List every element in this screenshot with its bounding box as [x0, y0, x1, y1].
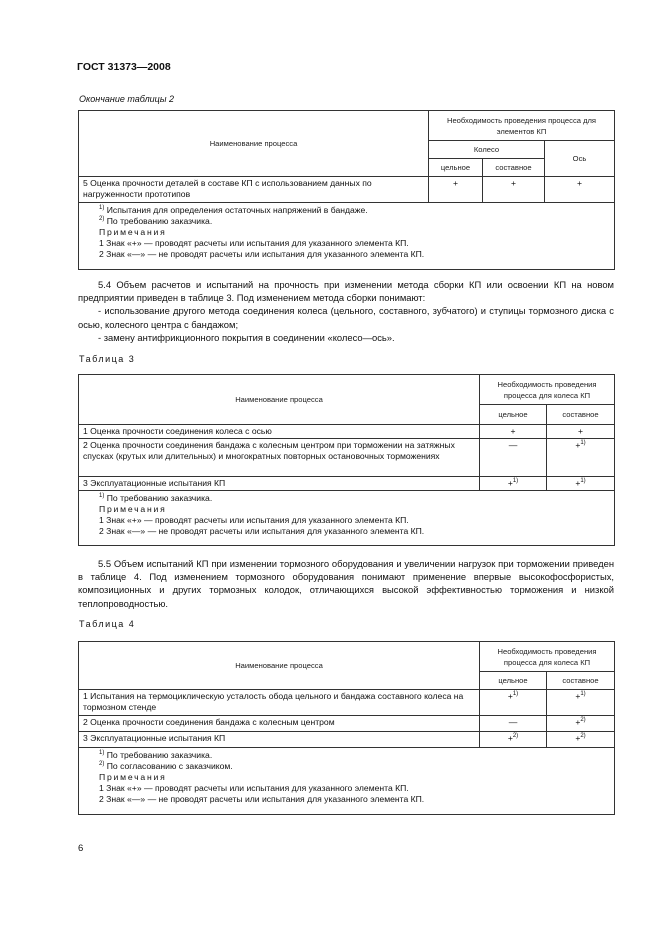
note-1: 1 Знак «+» — проводят расчеты или испытания для указанного элемента КП. [99, 515, 409, 525]
row-name: 3 Эксплуатационные испытания КП [79, 477, 480, 491]
row-name: 2 Оценка прочности соединения бандажа с колесным центром [79, 716, 480, 732]
row-name: 1 Испытания на термоциклическую усталость обода цельного и бандажа составного колеса на тормозном стенде [79, 690, 480, 716]
table2-caption: Окончание таблицы 2 [79, 94, 174, 104]
table-4 [78, 641, 615, 815]
row-name: 2 Оценка прочности соединения бандажа с колесным центром при торможении на затяжных спусках (крутых или длительных) и многократных повторных остановочных торможениях [79, 439, 480, 477]
header-composite: составное [547, 672, 615, 690]
row-solid: — [480, 716, 547, 732]
header-need: Необходимость проведения процесса для элементов КП [429, 111, 615, 141]
table-2 [78, 110, 615, 270]
header-process-name: Наименование процесса [79, 111, 429, 177]
table-notes [79, 748, 615, 815]
note-2: 2 Знак «—» — не проводят расчеты или испытания для указанного элемента КП. [99, 526, 425, 536]
table-row [79, 716, 615, 732]
document-code: ГОСТ 31373—2008 [77, 61, 171, 73]
footnote-2: $^{2)}$ По согласованию с заказчиком. [99, 761, 233, 771]
row-solid: +$^{1)}$ [480, 477, 547, 491]
paragraph-text: - замену антифрикционного покрытия в соединении «колесо—ось». [98, 331, 395, 343]
note-2: 2 Знак «—» — не проводят расчеты или испытания для указанного элемента КП. [99, 249, 425, 259]
header-wheel: Колесо [429, 141, 545, 159]
row-solid: +$^{2)}$ [480, 732, 547, 748]
table-row [79, 477, 615, 491]
header-process-name: Наименование процесса [79, 642, 480, 690]
notes-title: Примечания [99, 504, 167, 514]
header-composite: составное [483, 159, 545, 177]
footnote-2: $^{2)}$ По требованию заказчика. [99, 216, 213, 226]
table3-caption: Таблица 3 [79, 354, 136, 364]
note-1: 1 Знак «+» — проводят расчеты или испытания для указанного элемента КП. [99, 238, 409, 248]
table-notes [79, 203, 615, 270]
row-composite: +$^{1)}$ [547, 439, 615, 477]
row-composite: +$^{1)}$ [547, 690, 615, 716]
row-solid: — [480, 439, 547, 477]
table-row [79, 439, 615, 477]
notes-title: Примечания [99, 772, 167, 782]
row-name: 5 Оценка прочности деталей в составе КП с использованием данных по нагруженности прототипов [79, 177, 429, 203]
paragraph-5-4 [78, 278, 614, 344]
header-solid: цельное [480, 672, 547, 690]
paragraph-text: 5.4 Объем расчетов и испытаний на прочность при изменении метода сборки КП или освоении КП на новом предприятии приведен в таблице 3. Под изменением метода сборки понимают: [78, 279, 614, 304]
paragraph-text: - использование другого метода соединения колеса (цельного, составного, зубчатого) и ступицы тормозного диска с осью, колесного центра с бандажом; [78, 305, 614, 330]
row-composite: +$^{2)}$ [547, 716, 615, 732]
table-row [79, 690, 615, 716]
paragraph-5-5 [78, 557, 614, 610]
row-axle: + [545, 177, 615, 203]
row-solid: + [480, 425, 547, 439]
row-composite: + [547, 425, 615, 439]
row-composite: + [483, 177, 545, 203]
header-composite: составное [547, 405, 615, 425]
footnote-1: $^{1)}$ По требованию заказчика. [99, 493, 213, 503]
header-axle: Ось [545, 141, 615, 177]
row-solid: +$^{1)}$ [480, 690, 547, 716]
table-row [79, 177, 615, 203]
page-number: 6 [78, 843, 84, 854]
table-row [79, 425, 615, 439]
row-composite: +$^{2)}$ [547, 732, 615, 748]
note-2: 2 Знак «—» — не проводят расчеты или испытания для указанного элемента КП. [99, 794, 425, 804]
table-3 [78, 374, 615, 546]
footnote-1: $^{1)}$ Испытания для определения остаточных напряжений в бандаже. [99, 205, 368, 215]
header-need: Необходимость проведения процесса для колеса КП [480, 642, 615, 672]
row-composite: +$^{1)}$ [547, 477, 615, 491]
table-row [79, 732, 615, 748]
table-notes [79, 491, 615, 546]
row-name: 1 Оценка прочности соединения колеса с осью [79, 425, 480, 439]
header-solid: цельное [480, 405, 547, 425]
header-need: Необходимость проведения процесса для колеса КП [480, 375, 615, 405]
note-1: 1 Знак «+» — проводят расчеты или испытания для указанного элемента КП. [99, 783, 409, 793]
footnote-1: $^{1)}$ По требованию заказчика. [99, 750, 213, 760]
paragraph-text: 5.5 Объем испытаний КП при изменении тормозного оборудования и увеличении нагрузок при торможении приведен в таблице 4. Под изменением тормозного оборудования понимают применение впервые высокофосфористых, композиционных и других тормозных колодок, отличающихся высокой эффективностью торможения и низкой теплопроводностью. [78, 558, 614, 609]
notes-title: Примечания [99, 227, 167, 237]
header-process-name: Наименование процесса [79, 375, 480, 425]
row-solid: + [429, 177, 483, 203]
table4-caption: Таблица 4 [79, 619, 136, 629]
header-solid: цельное [429, 159, 483, 177]
row-name: 3 Эксплуатационные испытания КП [79, 732, 480, 748]
